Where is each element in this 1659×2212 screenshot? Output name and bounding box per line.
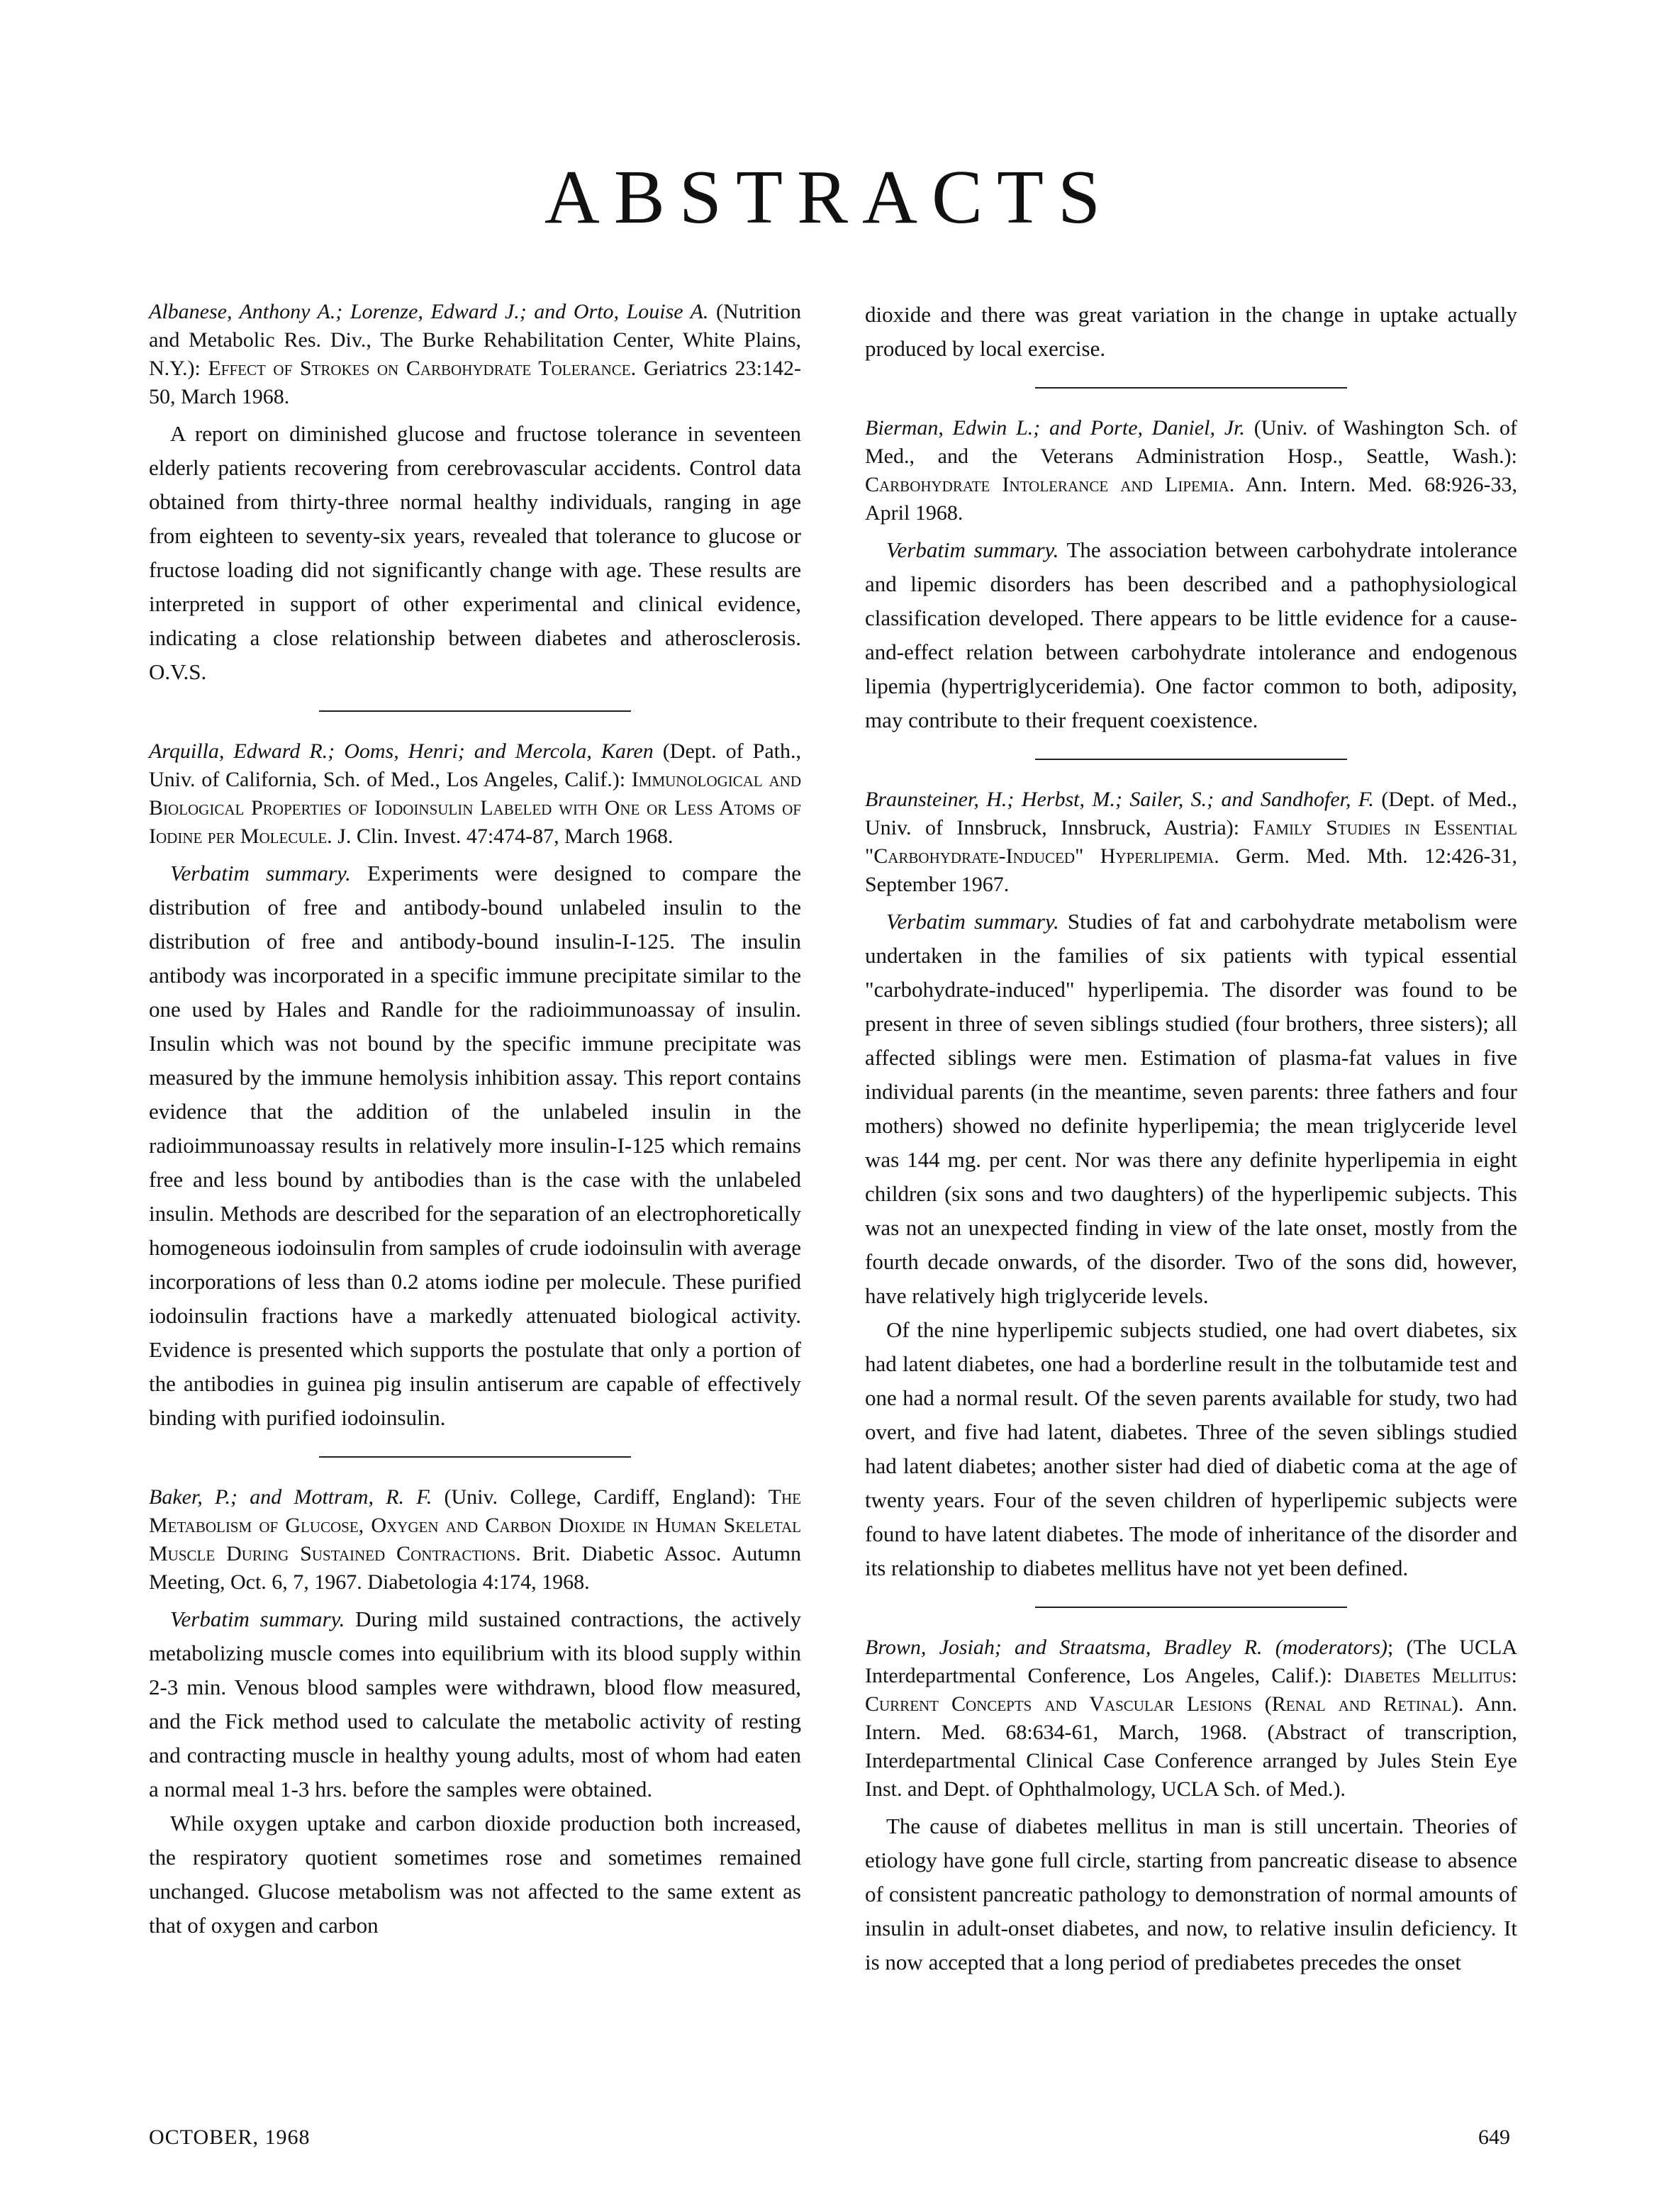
article-title: The Metabolism of Glucose, Oxygen and Carbon Dioxide in Human Skeletal Muscle During Sustained Contractions. xyxy=(149,1485,801,1565)
abstract-paragraph: While oxygen uptake and carbon dioxide production both increased, the respiratory quotient sometimes rose and sometimes remained unchanged. Glucose metabolism was not affected to the same extent as that of oxygen and carbon xyxy=(149,1811,801,1938)
citation xyxy=(865,786,1517,899)
authors: Baker, P.; and Mottram, R. F. xyxy=(149,1485,432,1509)
divider xyxy=(1035,1607,1347,1608)
abstract-paragraph xyxy=(865,533,1517,737)
affiliation: ; (The UCLA Interdepartmental Conference, Los Angeles, Calif.): xyxy=(865,1636,1517,1687)
divider xyxy=(319,710,631,712)
source: Brit. Diabetic Assoc. Autumn Meeting, Oct. 6, 7, 1967. Diabetologia 4:174, 1968. xyxy=(149,1542,801,1594)
abstract-arquilla xyxy=(149,737,801,1435)
abstract-paragraph: The cause of diabetes mellitus in man is still uncertain. Theories of etiology have gone full circle, starting from pancreatic disease to absence of consistent pancreatic pathology to demonstration of normal amounts of insulin in adult-onset diabetes, and now, to relative insulin deficiency. It is now accepted that a long period of prediabetes precedes the onset xyxy=(865,1814,1517,1974)
authors: Bierman, Edwin L.; and Porte, Daniel, Jr. xyxy=(865,416,1245,440)
citation xyxy=(149,1483,801,1597)
summary-text: The association between carbohydrate intolerance and lipemic disorders has been described and a pathophysiological classification developed. There appears to be little evidence for a cause-and-effect relation between carbohydrate intolerance and endogenous lipemia (hypertriglyceridemia). One factor common to both, adiposity, may contribute to their frequent coexistence. xyxy=(865,537,1517,732)
citation xyxy=(865,414,1517,527)
page-number: 649 xyxy=(1478,2126,1510,2149)
divider xyxy=(1035,387,1347,389)
source: Germ. Med. Mth. 12:426-31, September 1967. xyxy=(865,844,1517,896)
abstract-paragraph-continued: dioxide and there was great variation in the change in uptake actually produced by local exercise. xyxy=(865,302,1517,361)
article-title: Immunological and Biological Properties of Iodoinsulin Labeled with One or Less Atoms of Iodine per Molecule. xyxy=(149,768,802,848)
affiliation: (Dept. of Med., Univ. of Innsbruck, Innsbruck, Austria): xyxy=(865,788,1517,839)
divider xyxy=(1035,759,1347,760)
affiliation: (Dept. of Path., Univ. of California, Sch. of Med., Los Angeles, Calif.): xyxy=(149,739,801,791)
right-column xyxy=(865,298,1517,1979)
authors: Arquilla, Edward R.; Ooms, Henri; and Mercola, Karen xyxy=(149,739,654,763)
article-title: Diabetes Mellitus: Current Concepts and Vascular Lesions (Renal and Retinal). xyxy=(865,1664,1517,1716)
summary-label: Verbatim summary. xyxy=(170,1607,345,1631)
source: Geriatrics 23:142-50, March 1968. xyxy=(149,357,801,408)
citation xyxy=(865,1633,1517,1804)
abstract-paragraph xyxy=(149,856,801,1435)
abstract-paragraph xyxy=(149,1602,801,1806)
abstract-baker-continued xyxy=(865,298,1517,366)
authors: Braunsteiner, H.; Herbst, M.; Sailer, S.; and Sandhofer, F. xyxy=(865,788,1374,811)
abstract-braunsteiner xyxy=(865,786,1517,1585)
abstract-albanese xyxy=(149,298,801,689)
summary-label: Verbatim summary. xyxy=(170,861,351,886)
summary-text: During mild sustained contractions, the actively metabolizing muscle comes into equilibrium with its blood supply within 2-3 min. Venous blood samples were withdrawn, blood flow measured, and the Fick method used to calculate the metabolic activity of resting and contracting muscle in healthy young adults, most of whom had eaten a normal meal 1-3 hrs. before the samples were obtained. xyxy=(149,1607,802,1802)
page-title: ABSTRACTS xyxy=(544,155,1115,240)
source: J. Clin. Invest. 47:474-87, March 1968. xyxy=(332,825,674,848)
footer-issue-date: OCTOBER, 1968 xyxy=(149,2126,311,2149)
abstract-baker xyxy=(149,1483,801,1943)
abstract-paragraph: Of the nine hyperlipemic subjects studied, one had overt diabetes, six had latent diabetes, one had a borderline result in the tolbutamide test and one had a normal result. Of the seven parents available for study, two had overt, and five had latent, diabetes. Three of the seven siblings studied had latent diabetes; another sister had died of diabetic coma at the age of twenty years. Four of the seven children of hyperlipemic subjects were found to have latent diabetes. The mode of inheritance of the disorder and its relationship to diabetes mellitus have not yet been defined. xyxy=(865,1317,1517,1580)
source: Ann. Intern. Med. 68:926-33, April 1968. xyxy=(865,473,1517,525)
authors: Brown, Josiah; and Straatsma, Bradley R. (moderators) xyxy=(865,1636,1388,1659)
citation xyxy=(149,298,801,411)
abstract-brown xyxy=(865,1633,1517,1979)
abstract-bierman xyxy=(865,414,1517,737)
citation xyxy=(149,737,801,851)
summary-text: Studies of fat and carbohydrate metabolism were undertaken in the families of six patients with typical essential "carbohydrate-induced" hyperlipemia. The disorder was found to be present in three of seven siblings studied (four brothers, three sisters); all affected siblings were men. Estimation of plasma-fat values in five individual parents (in the meantime, seven parents: three fathers and four mothers) showed no definite hyperlipemia; the mean triglyceride level was 144 mg. per cent. Nor was there any definite hyperlipemia in eight children (six sons and two daughters) of the hyperlipemic subjects. This was not an unexpected finding in view of the late onset, mostly from the fourth decade onwards, of the disorder. Two of the sons did, however, have relatively high triglyceride levels. xyxy=(865,909,1517,1308)
affiliation: (Univ. College, Cardiff, England): xyxy=(432,1485,769,1509)
divider xyxy=(319,1456,631,1458)
affiliation: (Nutrition and Metabolic Res. Div., The Burke Rehabilitation Center, White Plains, N.Y.): xyxy=(149,300,801,380)
article-title: Effect of Strokes on Carbohydrate Tolerance. xyxy=(208,357,637,380)
authors: Albanese, Anthony A.; Lorenze, Edward J.; and Orto, Louise A. xyxy=(149,300,709,323)
article-title: Carbohydrate Intolerance and Lipemia. xyxy=(865,473,1235,496)
summary-label: Verbatim summary. xyxy=(886,537,1059,562)
abstract-paragraph: A report on diminished glucose and fructose tolerance in seventeen elderly patients recovering from cerebrovascular accidents. Control data obtained from thirty-three normal healthy individuals, ranging in age from eighteen to seventy-six years, revealed that tolerance to glucose or fructose loading did not significantly change with age. These results are interpreted in support of other experimental and clinical evidence, indicating a close relationship between diabetes and atherosclerosis. O.V.S. xyxy=(149,421,801,684)
affiliation: (Univ. of Washington Sch. of Med., and the Veterans Administration Hosp., Seattle, Wash.): xyxy=(865,416,1517,468)
source: Ann. Intern. Med. 68:634-61, March, 1968. (Abstract of transcription, Interdepartmental Clinical Case Conference arranged by Jules Stein Eye Inst. and Dept. of Ophthalmology, UCLA Sch. of Med.). xyxy=(865,1692,1517,1801)
summary-text: Experiments were designed to compare the distribution of free and antibody-bound unlabeled insulin to the distribution of free and antibody-bound insulin-I-125. The insulin antibody was incorporated in a specific immune precipitate similar to the one used by Hales and Randle for the radioimmunoassay of insulin. Insulin which was not bound by the specific immune precipitate was measured by the immune hemolysis inhibition assay. This report contains evidence that the addition of the unlabeled insulin in the radioimmunoassay results in relatively more insulin-I-125 which remains free and less bound by antibodies than is the case with the unlabeled insulin. Methods are described for the separation of an electrophoretically homogeneous iodoinsulin from samples of crude iodoinsulin with average incorporations of less than 0.2 atoms iodine per molecule. These purified iodoinsulin fractions have a markedly attenuated biological activity. Evidence is presented which supports the postulate that only a portion of the antibodies in guinea pig insulin antiserum are capable of effectively binding with purified iodoinsulin. xyxy=(149,861,801,1430)
left-column xyxy=(149,298,801,1943)
abstract-paragraph xyxy=(865,905,1517,1313)
summary-label: Verbatim summary. xyxy=(886,909,1059,934)
article-title: Family Studies in Essential "Carbohydrate-Induced" Hyperlipemia. xyxy=(865,816,1517,868)
